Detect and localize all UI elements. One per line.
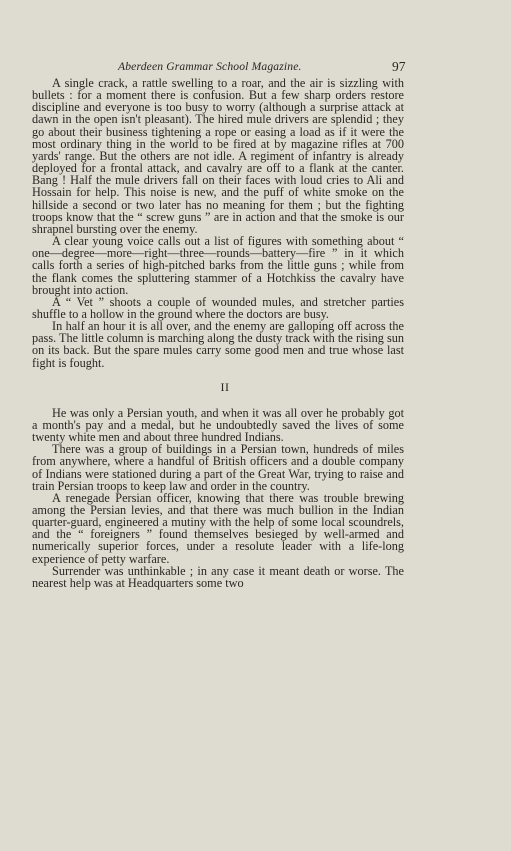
section-heading xyxy=(32,381,404,395)
running-title: Aberdeen Grammar School Magazine. xyxy=(118,60,302,73)
paragraph: A “ Vet ” shoots a couple of wounded mules, and stretcher parties shuffle to a hollow in the ground where the doctors are busy. xyxy=(32,294,404,321)
paragraph: He was only a Persian youth, and when it was all over he probably got a month's pay and a medal, but he undoubtedly saved the lives of some twenty white men and about three hundred Indians. xyxy=(32,405,404,445)
section-heading-label: II xyxy=(220,379,230,394)
paragraph: A single crack, a rattle swelling to a roar, and the air is sizzling with bullets : for a moment there is confusion. But a few sharp orders restore discipline and everyone is too busy to worry (although a surprise attack at dawn in the open isn't pleasant). The hired mule drivers are splendid ; they go about their business tightening a rope or easing a load as if it were the most ordinary thing in the world to be fired at by magazine rifles at 700 yards' range. But the others are not idle. A regiment of infantry is already deployed for a frontal attack, and cavalry are off to a flank at the canter. Bang ! Half the mule drivers fall on their faces with loud cries to Ali and Hossain for help. This noise is new, and the puff of white smoke on the hillside a second or two later has no meaning for them ; but the fighting troops know that the “ screw guns ” are in action and that the smoke is our shrapnel bursting over the enemy. xyxy=(32,76,404,236)
page-body xyxy=(32,77,404,589)
paragraph: There was a group of buildings in a Persian town, hundreds of miles from anywhere, where a handful of British officers and a double company of Indians were stationed during a part of the Great War, trying to raise and train Persian troops to keep law and order in the country. xyxy=(32,442,404,493)
paragraph: Surrender was unthinkable ; in any case it meant death or worse. The nearest help was at Headquarters some two xyxy=(32,563,404,590)
paragraph: In half an hour it is all over, and the enemy are galloping off across the pass. The little column is marching along the dusty track with the rising sun on its back. But the spare mules carry some good men and true whose last fight is fought. xyxy=(32,319,404,370)
page-number: 97 xyxy=(392,59,406,74)
paragraph: A renegade Persian officer, knowing that there was trouble brewing among the Persian levies, and that there was much bullion in the Indian quarter-guard, engineered a mutiny with the help of some local scoundrels, and the “ foreigners ” found themselves besieged by well-armed and numerically superior forces, under a resolute leader with a life-long experience of petty warfare. xyxy=(32,490,404,566)
paragraph: A clear young voice calls out a list of figures with something about “ one—degree—more—right—three—rounds—battery—fire ” in it which calls forth a series of high-pitched barks from the little guns ; while from the flank comes the spluttering stammer of a Hotchkiss the cavalry have brought into action. xyxy=(32,234,404,297)
